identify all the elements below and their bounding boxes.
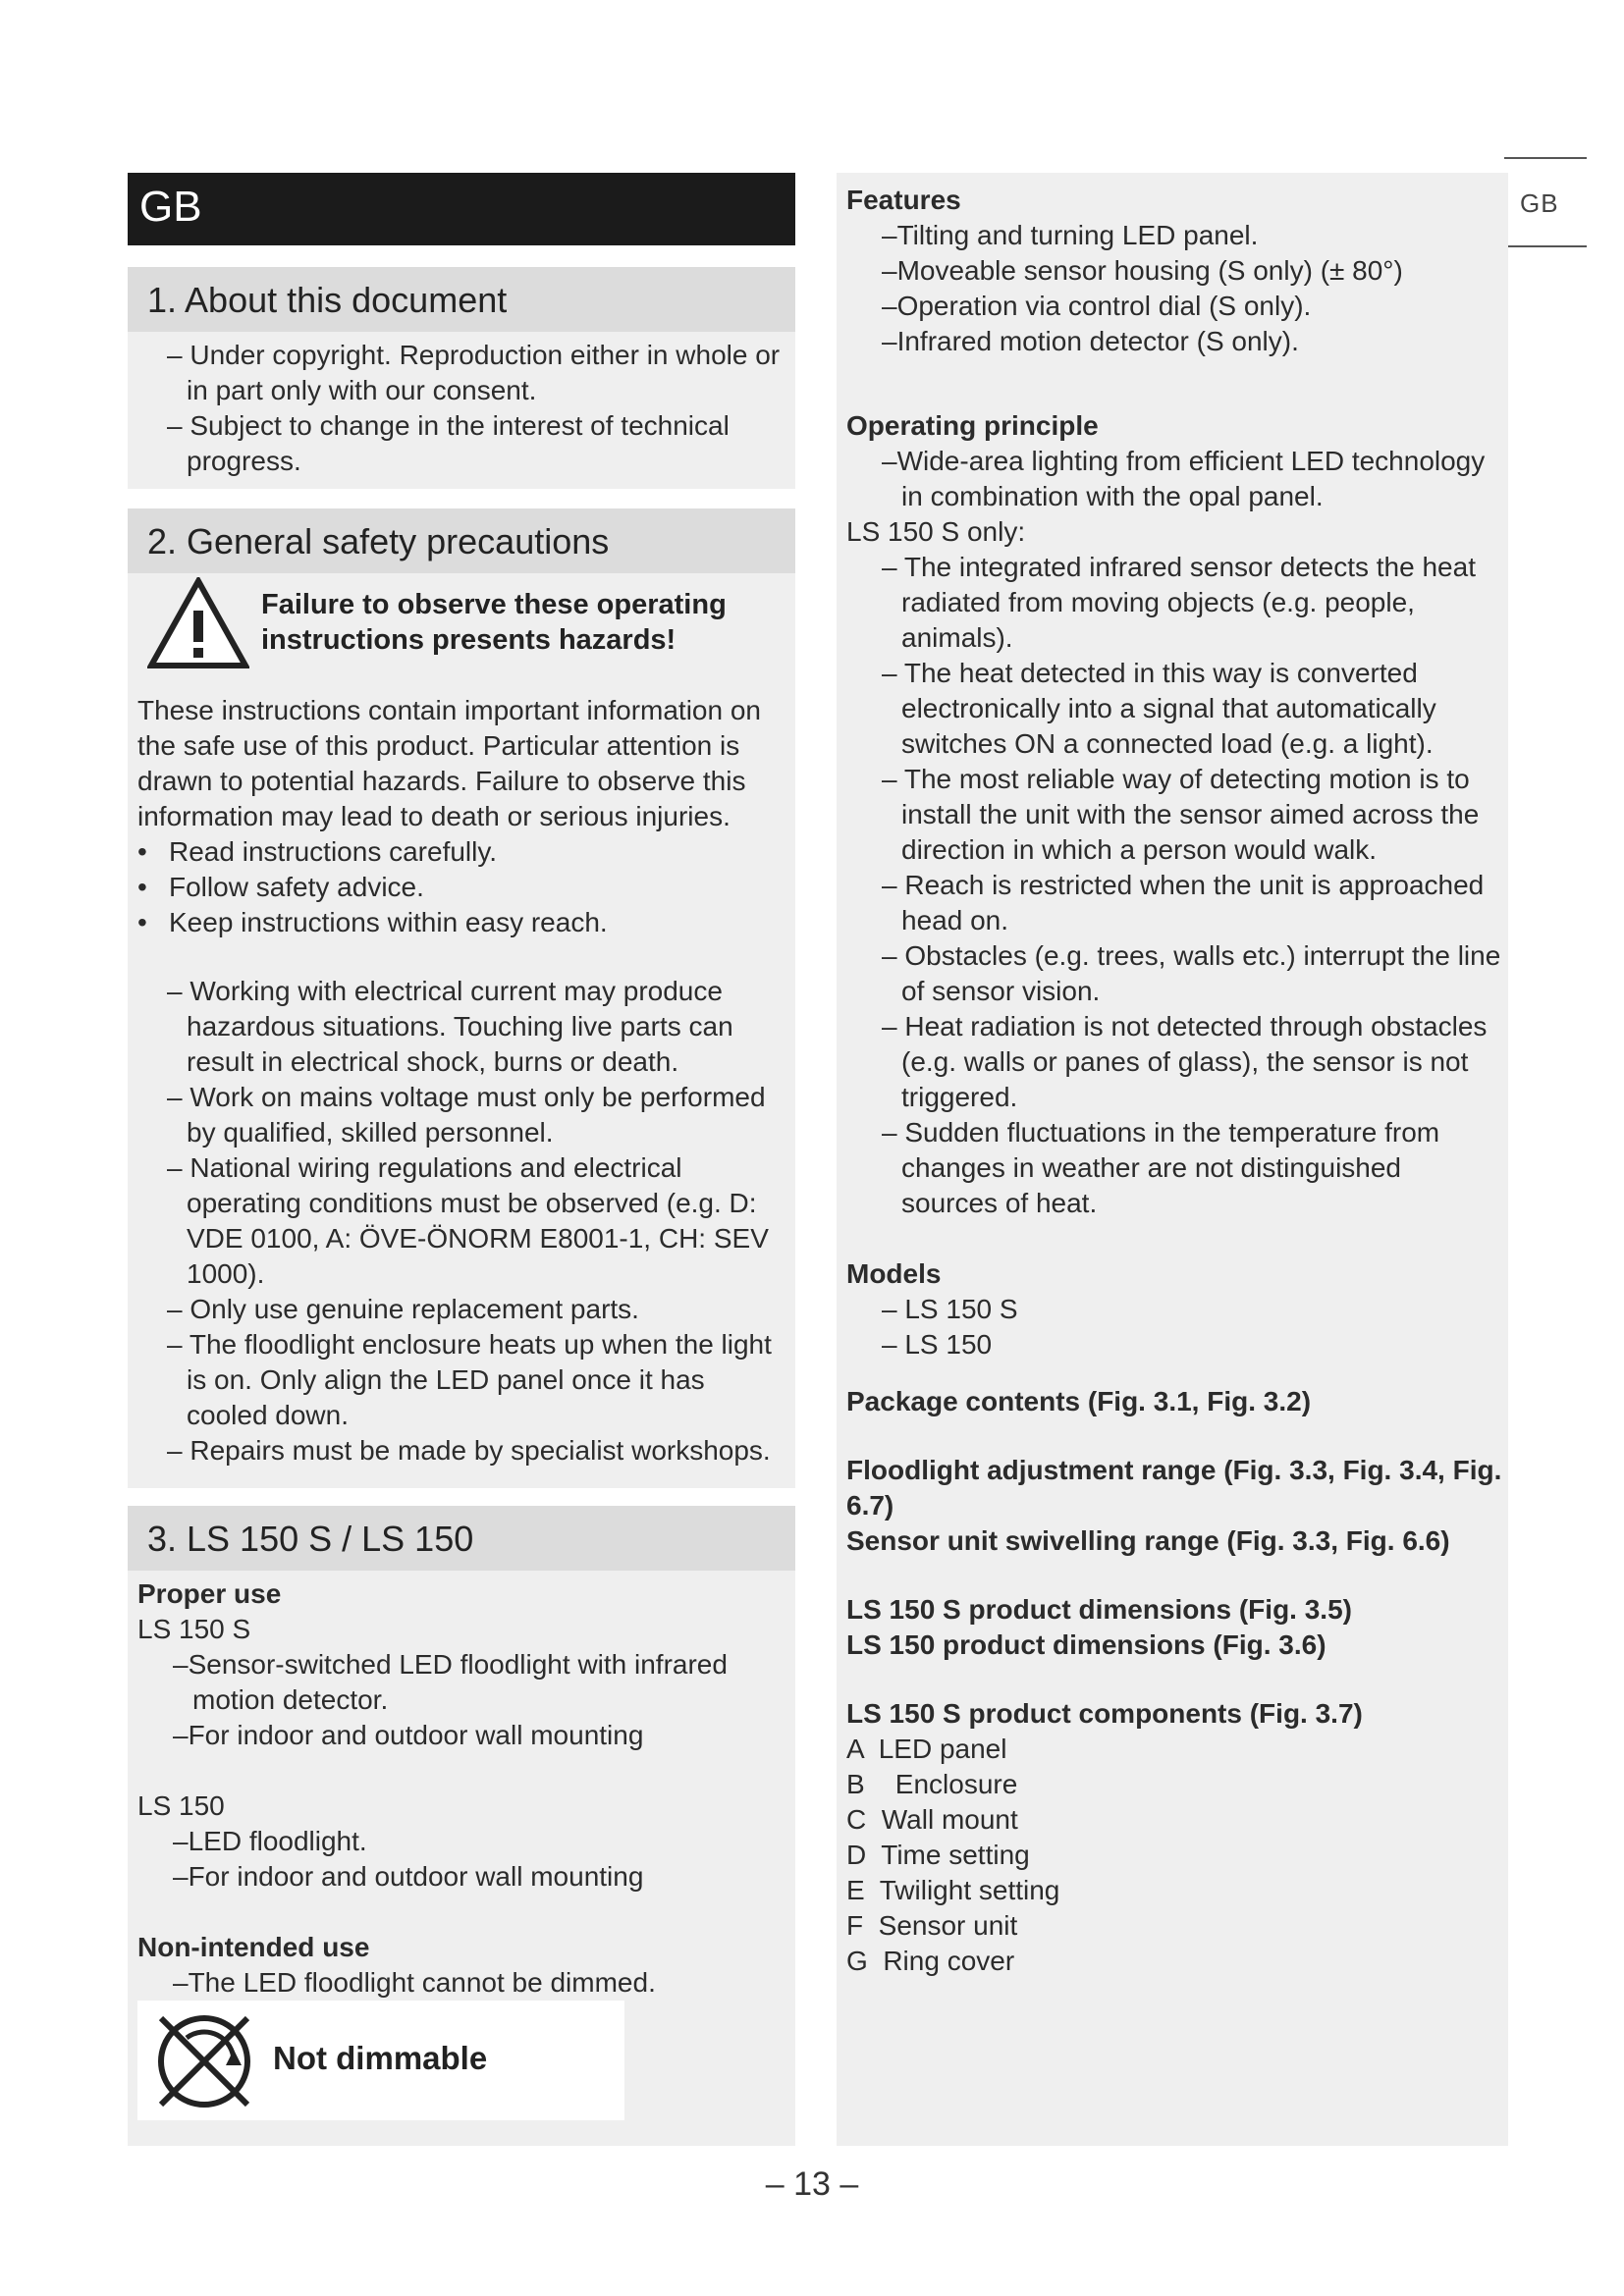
- component-item: D Time setting: [846, 1840, 1030, 1870]
- non-intended-heading: Non-intended use: [137, 1932, 370, 1962]
- list-item: –Moveable sensor housing (S only) (± 80°): [882, 255, 1403, 286]
- list-item: – The most reliable way of detecting motion is to install the unit with the sensor aimed across the direction in which a person would walk.: [882, 764, 1480, 865]
- bullet-item: • Follow safety advice.: [137, 870, 791, 905]
- section-ls150: [128, 1506, 795, 2146]
- dimensions-s-heading: LS 150 S product dimensions (Fig. 3.5): [846, 1594, 1352, 1625]
- swivel-range-heading: Sensor unit swivelling range (Fig. 3.3, Fig. 6.6): [846, 1525, 1450, 1556]
- list-item: – Obstacles (e.g. trees, walls etc.) interrupt the line of sensor vision.: [882, 940, 1501, 1006]
- list-item: – The floodlight enclosure heats up when the light is on. Only align the LED panel once it has cooled down.: [167, 1329, 772, 1430]
- list-item: – The integrated infrared sensor detects the heat radiated from moving objects (e.g. people, animals).: [882, 552, 1476, 653]
- component-item: B Enclosure: [846, 1769, 1018, 1799]
- section-heading-bar: [128, 267, 795, 332]
- section-safety-precautions: [128, 508, 795, 1488]
- bullet-item: • Keep instructions within easy reach.: [137, 905, 791, 940]
- component-item: A LED panel: [846, 1734, 1007, 1764]
- features-heading: Features: [846, 185, 961, 215]
- component-item: G Ring cover: [846, 1946, 1015, 1976]
- component-item: F Sensor unit: [846, 1910, 1018, 1941]
- not-dimmable-box: [137, 2001, 624, 2120]
- page-number: – 13 –: [765, 2165, 859, 2203]
- list-item: –LED floodlight.: [173, 1826, 367, 1856]
- package-contents-heading: Package contents (Fig. 3.1, Fig. 3.2): [846, 1386, 1312, 1416]
- component-item: C Wall mount: [846, 1804, 1018, 1835]
- models-heading: Models: [846, 1258, 942, 1289]
- model-label: LS 150 S: [137, 1614, 251, 1644]
- section-heading-bar: [128, 508, 795, 573]
- list-item: –Tilting and turning LED panel.: [882, 220, 1259, 250]
- list-item: – Subject to change in the interest of technical progress.: [167, 410, 730, 476]
- list-item: –Wide-area lighting from efficient LED technology in combination with the opal panel.: [882, 446, 1486, 511]
- proper-use-heading: Proper use: [137, 1578, 282, 1609]
- list-item: –Infrared motion detector (S only).: [882, 326, 1299, 356]
- section-title: 1. About this document: [147, 280, 508, 320]
- dimensions-heading: LS 150 product dimensions (Fig. 3.6): [846, 1629, 1326, 1660]
- section-about-document: [128, 267, 795, 489]
- list-item: – Reach is restricted when the unit is approached head on.: [882, 870, 1485, 935]
- list-item: –Sensor-switched LED floodlight with infrared motion detector.: [173, 1649, 728, 1715]
- list-item: – Under copyright. Reproduction either in whole or in part only with our consent.: [167, 340, 781, 405]
- language-header: [128, 173, 795, 245]
- language-header-label: GB: [139, 183, 202, 231]
- list-item: –The LED floodlight cannot be dimmed.: [173, 1967, 656, 1998]
- list-item: – Working with electrical current may produce hazardous situations. Touching live parts can result in electrical shock, burns or death.: [167, 976, 733, 1077]
- list-item: – LS 150: [882, 1329, 993, 1360]
- list-item: – Only use genuine replacement parts.: [167, 1294, 639, 1324]
- not-dimmable-icon: [151, 2010, 257, 2112]
- model-label: LS 150: [137, 1790, 225, 1821]
- s-only-label: LS 150 S only:: [846, 516, 1026, 547]
- warning-text: Failure to observe these operating instructions presents hazards!: [261, 589, 727, 656]
- not-dimmable-label: Not dimmable: [273, 2040, 488, 2076]
- list-item: – Repairs must be made by specialist workshops.: [167, 1435, 771, 1466]
- list-item: – Heat radiation is not detected through obstacles (e.g. walls or panes of glass), the sensor is not triggered.: [882, 1011, 1488, 1112]
- right-column-panel: [837, 173, 1508, 2146]
- warning-triangle-icon: [147, 577, 249, 669]
- list-item: – Work on mains voltage must only be performed by qualified, skilled personnel.: [167, 1082, 766, 1148]
- adjustment-range-heading: Floodlight adjustment range (Fig. 3.3, Fig. 3.4, Fig. 6.7): [846, 1455, 1502, 1521]
- section-title: 2. General safety precautions: [147, 521, 610, 561]
- list-item: – The heat detected in this way is converted electronically into a signal that automatically switches ON a connected load (e.g. a light).: [882, 658, 1436, 759]
- list-item: – Sudden fluctuations in the temperature from changes in weather are not distinguished sources of heat.: [882, 1117, 1440, 1218]
- bullet-item: • Read instructions carefully.: [137, 834, 791, 870]
- list-item: –For indoor and outdoor wall mounting: [173, 1861, 644, 1892]
- component-item: E Twilight setting: [846, 1875, 1060, 1905]
- language-tab: [1504, 157, 1587, 247]
- components-heading: LS 150 S product components (Fig. 3.7): [846, 1698, 1363, 1729]
- list-item: –Operation via control dial (S only).: [882, 291, 1312, 321]
- section-title: 3. LS 150 S / LS 150: [147, 1519, 474, 1559]
- safety-intro: These instructions contain important information on the safe use of this product. Particular attention is drawn to potential hazards. Failure to observe this information may lead to death or serious injuries.: [137, 695, 761, 831]
- list-item: –For indoor and outdoor wall mounting: [173, 1720, 644, 1750]
- list-item: – National wiring regulations and electrical operating conditions must be observed (e.g. D: VDE 0100, A: ÖVE-ÖNORM E8001-1, CH: SEV 1000).: [167, 1152, 769, 1289]
- operating-principle-heading: Operating principle: [846, 410, 1099, 441]
- language-tab-label: GB: [1520, 188, 1559, 218]
- section-heading-bar: [128, 1506, 795, 1571]
- list-item: – LS 150 S: [882, 1294, 1018, 1324]
